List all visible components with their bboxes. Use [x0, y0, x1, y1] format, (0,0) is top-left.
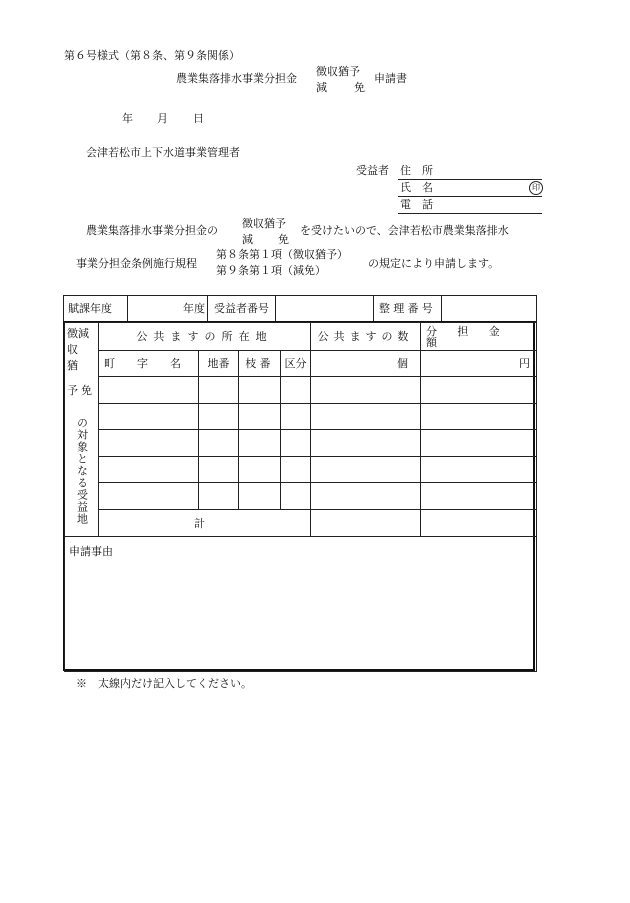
info-table: [63, 295, 537, 322]
side-char-4: 猶: [67, 359, 78, 372]
title-option-1: 徴収猶予: [316, 65, 360, 78]
branch-cell-4[interactable]: [239, 457, 281, 483]
title-option-2b: 免: [354, 81, 365, 94]
amount-cell-4[interactable]: [421, 457, 537, 483]
amount-header-text: 分担金額: [426, 324, 521, 349]
count-total-cell[interactable]: [311, 510, 421, 537]
side-char-5: 予: [67, 383, 78, 397]
fiscal-year-label: 賦課年度: [64, 296, 128, 322]
side-char-3: 収: [67, 343, 78, 356]
date-year: 年: [122, 112, 133, 125]
col-section: 区分: [281, 351, 311, 377]
ref-no-cell[interactable]: [442, 296, 537, 322]
title-option-2a: 減: [316, 81, 327, 94]
amount-cell-2[interactable]: [421, 404, 537, 430]
col-town: 町 字 名: [99, 351, 199, 377]
body-opt1: 徴収猶予: [242, 217, 286, 230]
section-cell-3[interactable]: [281, 430, 311, 457]
side-label-top: [65, 323, 99, 377]
beneficiary-no-label: 受益者番号: [208, 296, 276, 322]
address-label: 住 所: [400, 164, 433, 177]
seal-mark: 印: [529, 181, 543, 195]
ref-no-label: 整理番号: [374, 296, 442, 322]
amount-header: [421, 323, 537, 351]
lot-cell-4[interactable]: [199, 457, 239, 483]
section-cell-5[interactable]: [281, 483, 311, 510]
count-cell-3[interactable]: [311, 430, 421, 457]
lot-cell-3[interactable]: [199, 430, 239, 457]
branch-cell-5[interactable]: [239, 483, 281, 510]
side-label-rest: [65, 404, 99, 537]
date-month: 月: [157, 112, 168, 125]
name-line[interactable]: [398, 196, 542, 197]
body-opt2b: 免: [278, 233, 289, 246]
total-label: 計: [99, 510, 311, 537]
side-char-6: 免: [81, 383, 92, 397]
body-line2-pre: 事業分担金条例施行規程: [76, 257, 197, 270]
amount-total-cell[interactable]: [421, 510, 537, 537]
addressee: 会津若松市上下水道事業管理者: [86, 146, 240, 159]
location-header-text: 公共ますの所在地: [136, 330, 273, 343]
section-cell-4[interactable]: [281, 457, 311, 483]
count-cell-1[interactable]: [311, 377, 421, 404]
beneficiary-no-cell[interactable]: [276, 296, 374, 322]
body-line1-post: を受けたいので、会津若松市農業集落排水: [300, 224, 509, 237]
location-header: [99, 323, 311, 351]
applicant-label: 受益者: [356, 164, 389, 177]
phone-label: 電 話: [400, 198, 433, 211]
reason-cell[interactable]: [65, 537, 537, 672]
count-header-text: 公共ますの数: [317, 330, 414, 343]
name-label: 氏 名: [400, 181, 433, 194]
title-main: 農業集落排水事業分担金: [176, 72, 297, 85]
body-opt2a: 減: [242, 233, 253, 246]
address-line[interactable]: [398, 179, 542, 180]
footer-note: ※ 太線内だけ記入してください。: [76, 677, 252, 690]
body-line2-post: の規定により申請します。: [368, 257, 500, 270]
fiscal-year-suffix: 年度: [162, 296, 208, 322]
date-day: 日: [193, 112, 204, 125]
side-char-1: 徴: [67, 327, 78, 340]
section-cell-1[interactable]: [281, 377, 311, 404]
property-table: [64, 322, 537, 672]
form-number: 第６号様式（第８条、第９条関係）: [64, 49, 240, 62]
lot-cell-1[interactable]: [199, 377, 239, 404]
count-header: [311, 323, 421, 351]
fiscal-year-cell[interactable]: [128, 296, 162, 322]
col-branch: 枝番: [239, 351, 281, 377]
side-char-2: 減: [78, 327, 89, 340]
amount-unit: 円: [421, 351, 537, 377]
lot-cell-5[interactable]: [199, 483, 239, 510]
branch-cell-1[interactable]: [239, 377, 281, 404]
amount-cell-3[interactable]: [421, 430, 537, 457]
town-cell-4[interactable]: [99, 457, 199, 483]
town-cell-1[interactable]: [99, 377, 199, 404]
col-lot: 地番: [199, 351, 239, 377]
branch-cell-3[interactable]: [239, 430, 281, 457]
side-label-rest-text: の対象となる受益地: [75, 416, 89, 525]
section-cell-2[interactable]: [281, 404, 311, 430]
amount-cell-1[interactable]: [421, 377, 537, 404]
lot-cell-2[interactable]: [199, 404, 239, 430]
amount-cell-5[interactable]: [421, 483, 537, 510]
body-line1-pre: 農業集落排水事業分担金の: [86, 224, 218, 237]
body-clause1: 第８条第１項（徴収猶予）: [216, 248, 348, 261]
branch-cell-2[interactable]: [239, 404, 281, 430]
town-cell-3[interactable]: [99, 430, 199, 457]
count-cell-5[interactable]: [311, 483, 421, 510]
title-suffix: 申請書: [374, 72, 407, 85]
town-cell-5[interactable]: [99, 483, 199, 510]
reason-label: 申請事由: [69, 545, 113, 558]
count-cell-2[interactable]: [311, 404, 421, 430]
side-label-mid: [65, 377, 99, 404]
phone-line[interactable]: [398, 213, 542, 214]
main-form-frame: [63, 321, 535, 671]
body-clause2: 第９条第１項（減免）: [216, 264, 326, 277]
count-cell-4[interactable]: [311, 457, 421, 483]
town-cell-2[interactable]: [99, 404, 199, 430]
count-unit: 個: [311, 351, 421, 377]
